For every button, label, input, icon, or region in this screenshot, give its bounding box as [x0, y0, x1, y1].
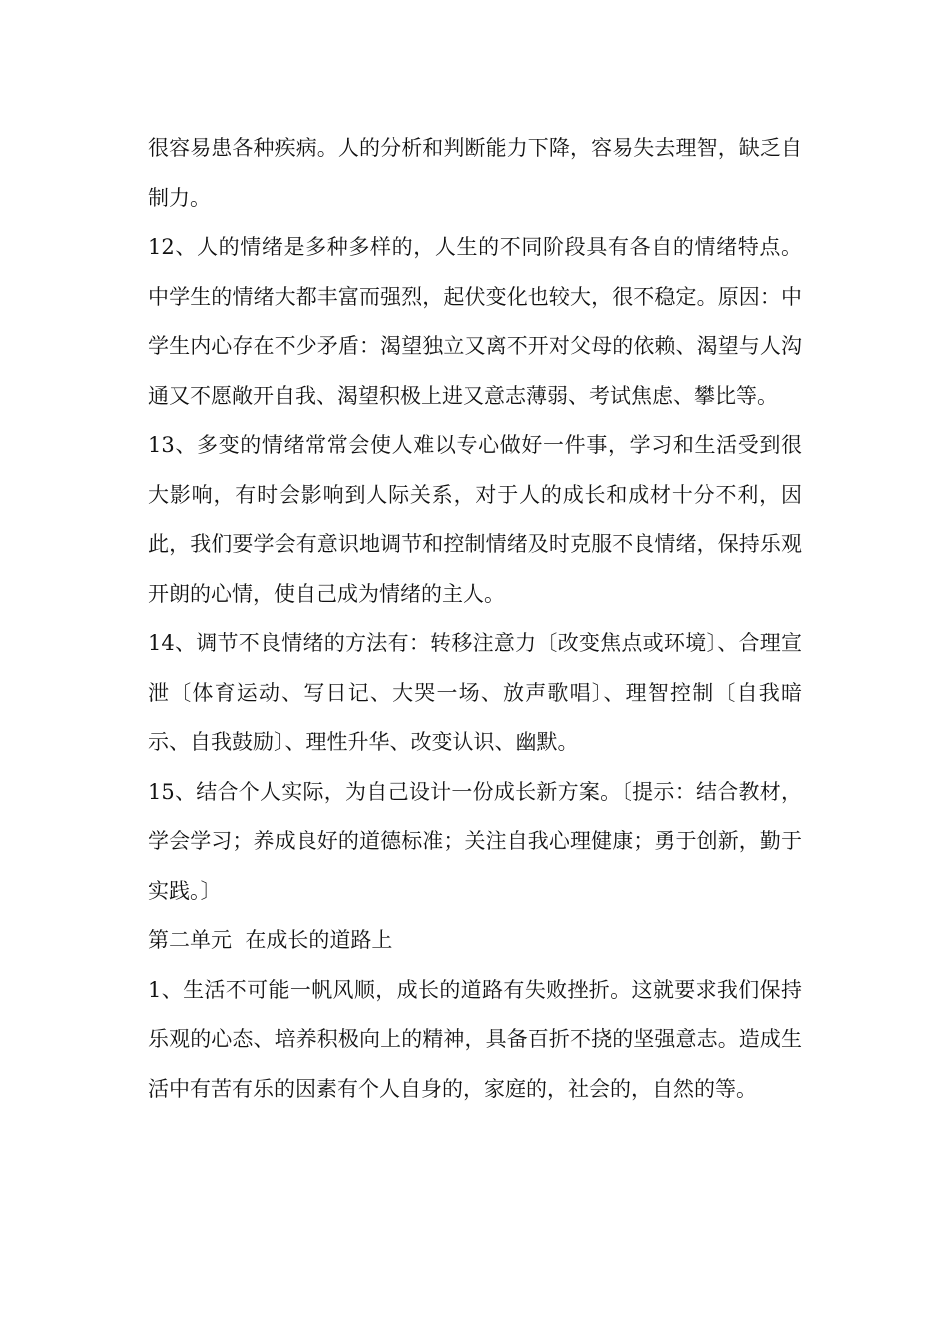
paragraph-item-15: 15、结合个人实际，为自己设计一份成长新方案。〔提示：结合教材，学会学习；养成良好的道德标准；关注自我心理健康；勇于创新，勤于实践。〕 — [148, 779, 802, 903]
paragraph-continuation: 很容易患各种疾病。人的分析和判断能力下降，容易失去理智，缺乏自制力。 — [148, 136, 802, 210]
paragraph-item-14: 14、调节不良情绪的方法有：转移注意力〔改变焦点或环境〕、合理宣泄〔体育运动、写日记、大哭一场、放声歌唱〕、理智控制〔自我暗示、自我鼓励〕、理性升华、改变认识、幽默。 — [148, 631, 802, 754]
paragraph-item-12: 12、人的情绪是多种多样的，人生的不同阶段具有各自的情绪特点。中学生的情绪大都丰富而强烈，起伏变化也较大，很不稳定。原因：中学生内心存在不少矛盾：渴望独立又离不开对父母的依赖、渴望与人沟通又不愿敞开自我、渴望积极上进又意志薄弱、考试焦虑、攀比等。 — [148, 235, 802, 408]
paragraph-item-1: 1、生活不可能一帆风顺，成长的道路有失败挫折。这就要求我们保持乐观的心态、培养积极向上的精神，具备百折不挠的坚强意志。造成生活中有苦有乐的因素有个人自身的，家庭的，社会的，自然的等。 — [148, 977, 802, 1101]
paragraph-item-13: 13、多变的情绪常常会使人难以专心做好一件事，学习和生活受到很大影响，有时会影响到人际关系，对于人的成长和成材十分不利，因此，我们要学会有意识地调节和控制情绪及时克服不良情绪，保持乐观开朗的心情，使自己成为情绪的主人。 — [148, 433, 802, 606]
section-heading: 第二单元 在成长的道路上 — [148, 928, 393, 952]
document-page — [148, 124, 802, 1114]
